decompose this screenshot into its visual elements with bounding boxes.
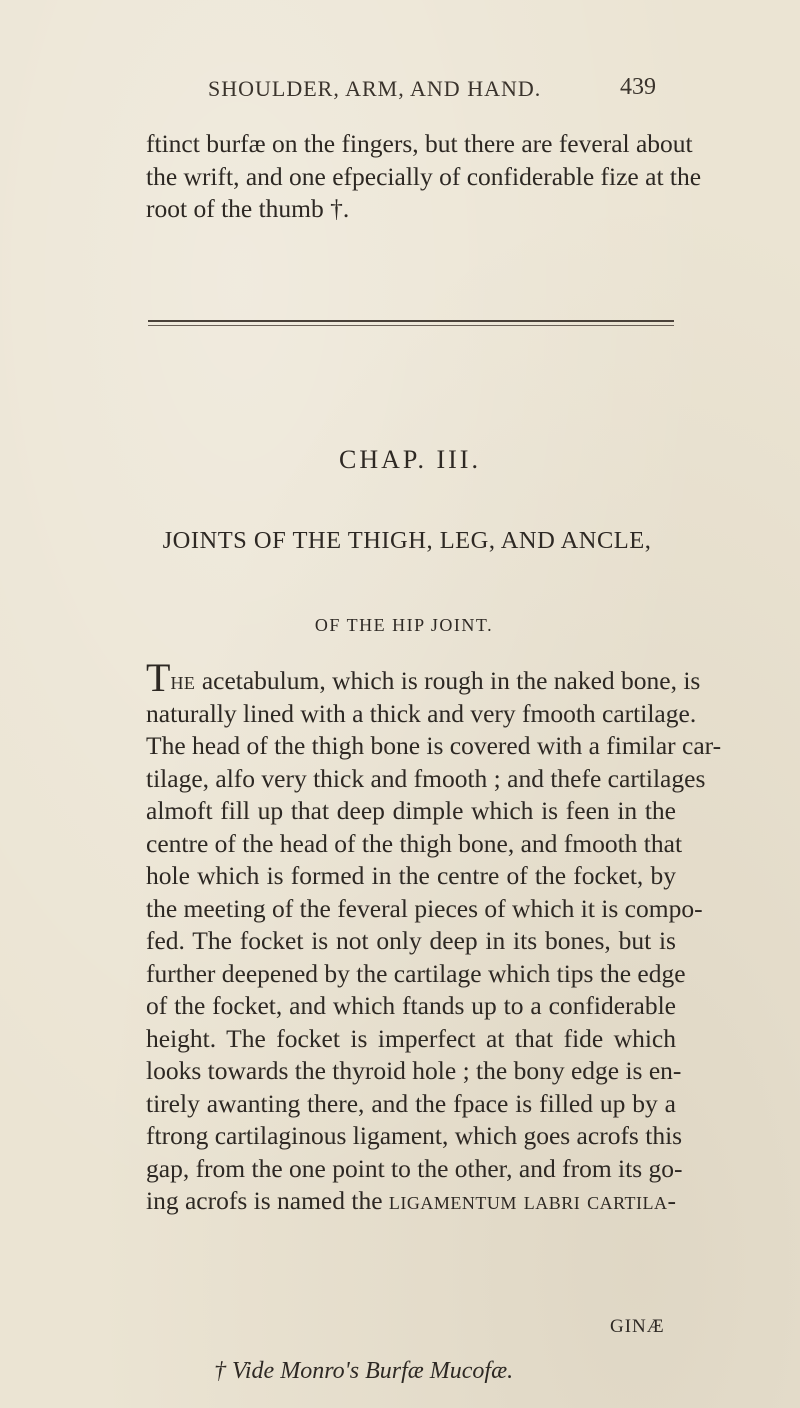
text-line: height. The focket is imperfect at that fide which xyxy=(146,1023,676,1053)
catchword: GINÆ xyxy=(610,1316,665,1337)
continued-paragraph xyxy=(146,128,702,226)
text-line: The head of the thigh bone is covered with a fimilar car- xyxy=(146,731,722,760)
text-line: almoft fill up that deep dimple which is feen in the xyxy=(146,796,676,825)
text-line: tirely awanting there, and the fpace is filled up by a xyxy=(146,1088,676,1118)
section-title: OF THE HIP JOINT. xyxy=(314,615,494,635)
text-line: ftrong cartilaginous ligament, which goes acrofs this xyxy=(146,1121,683,1150)
text-line-first xyxy=(146,655,701,700)
first-word: he xyxy=(170,666,196,695)
text-line: the meeting of the feveral pieces of which it is compo- xyxy=(146,893,703,923)
footnote: † Vide Monro's Burfæ Mucofæ. xyxy=(214,1358,514,1384)
text-line: root of the thumb †. xyxy=(146,194,350,223)
section-divider xyxy=(148,320,674,322)
drop-cap: T xyxy=(146,655,171,700)
text-line-last xyxy=(146,1185,676,1218)
text-line: centre of the head of the thigh bone, and fmooth that xyxy=(146,828,683,858)
text-line: naturally lined with a thick and very fmooth cartilage. xyxy=(146,698,697,728)
text-line: further deepened by the cartilage which tips the edge xyxy=(146,958,686,988)
first-line-rest: acetabulum, which is rough in the naked bone, is xyxy=(195,666,701,695)
last-line-text: ing acrofs is named the xyxy=(146,1186,389,1215)
text-line: the wrift, and one efpecially of confiderable fize at the xyxy=(146,161,702,191)
running-head: SHOULDER, ARM, AND HAND. xyxy=(208,76,542,101)
ligament-name: ligamentum labri cartila- xyxy=(388,1186,677,1215)
page-number: 439 xyxy=(620,74,656,100)
text-line: tilage, alfo very thick and fmooth ; and thefe cartilages xyxy=(146,763,706,793)
text-line: fed. The focket is not only deep in its bones, but is xyxy=(146,926,676,955)
text-line: looks towards the thyroid hole ; the bony edge is en- xyxy=(146,1056,682,1085)
text-line: ftinct burfæ on the fingers, but there are feveral about xyxy=(146,129,693,158)
text-line: gap, from the one point to the other, and from its go- xyxy=(146,1153,683,1183)
chapter-title: JOINTS OF THE THIGH, LEG, AND ANCLE, xyxy=(162,527,652,554)
text-line: hole which is formed in the centre of the focket, by xyxy=(146,861,676,890)
main-paragraph xyxy=(146,655,722,1218)
text-line: of the focket, and which ftands up to a confiderable xyxy=(146,991,676,1020)
chapter-heading: CHAP. III. xyxy=(339,445,481,474)
section-divider-thin xyxy=(148,325,674,326)
